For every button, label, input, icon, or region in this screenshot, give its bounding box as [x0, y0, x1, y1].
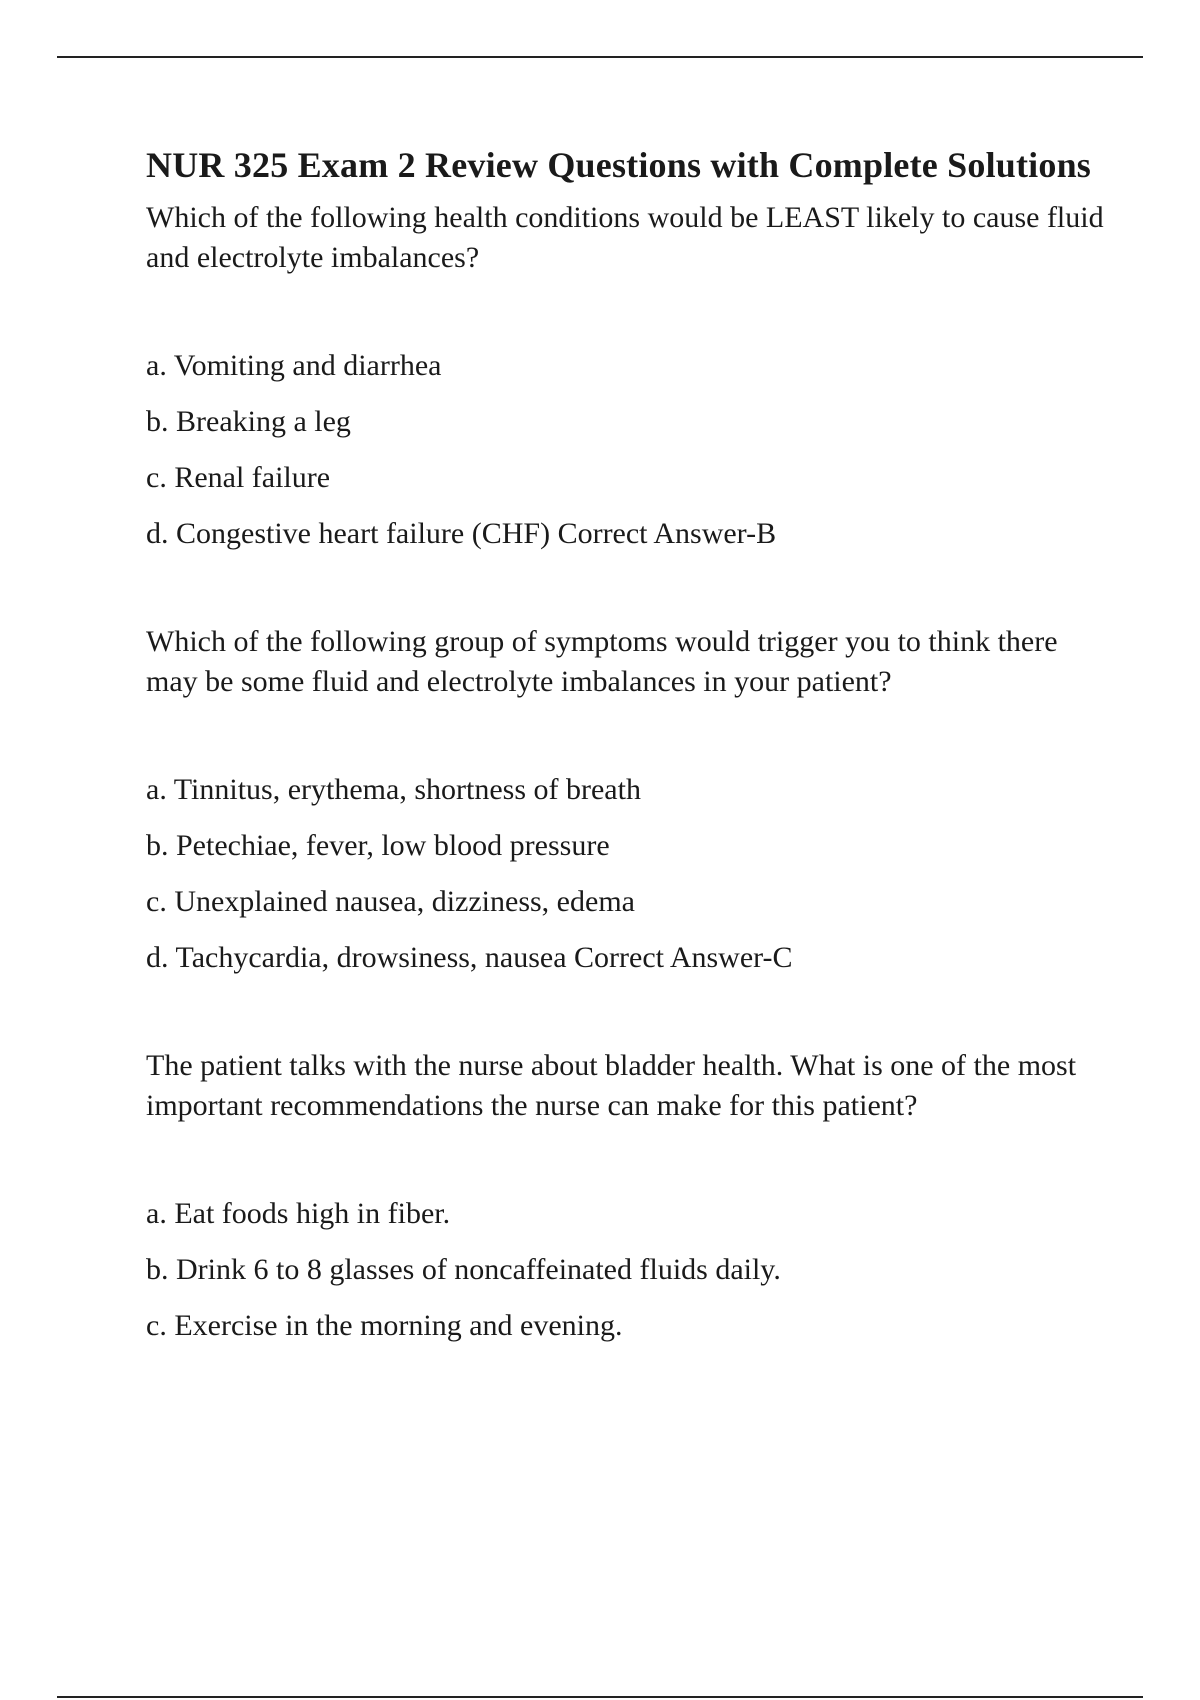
document-title: NUR 325 Exam 2 Review Questions with Complete Solutions: [146, 145, 1092, 185]
option-item: b. Petechiae, fever, low blood pressure: [146, 829, 610, 862]
option-item: b. Drink 6 to 8 glasses of noncaffeinated fluids daily.: [146, 1253, 781, 1286]
option-item: c. Renal failure: [146, 461, 331, 494]
question-2: [146, 622, 1106, 978]
question-text: Which of the following health conditions would be LEAST likely to cause fluid and electrolyte imbalances?: [146, 201, 1104, 274]
question-text: The patient talks with the nurse about bladder health. What is one of the most important recommendations the nurse can make for this patient?: [146, 1049, 1077, 1122]
question-text: Which of the following group of symptoms would trigger you to think there may be some fluid and electrolyte imbalances in your patient?: [146, 625, 1058, 698]
bottom-rule: [57, 1696, 1143, 1698]
option-item: a. Eat foods high in fiber.: [146, 1197, 451, 1230]
top-rule: [57, 56, 1143, 58]
question-3: [146, 1046, 1106, 1346]
document-body: [146, 140, 1106, 1362]
option-item: b. Breaking a leg: [146, 405, 351, 438]
option-item: d. Congestive heart failure (CHF) Correct Answer-B: [146, 517, 777, 550]
question-1: [146, 198, 1106, 554]
option-item: a. Vomiting and diarrhea: [146, 349, 442, 382]
option-item: d. Tachycardia, drowsiness, nausea Correct Answer-C: [146, 941, 793, 974]
option-item: c. Exercise in the morning and evening.: [146, 1309, 623, 1342]
option-item: c. Unexplained nausea, dizziness, edema: [146, 885, 635, 918]
option-item: a. Tinnitus, erythema, shortness of breath: [146, 773, 641, 806]
option-list: [146, 346, 1106, 554]
option-list: [146, 770, 1106, 978]
option-list: [146, 1194, 1106, 1346]
